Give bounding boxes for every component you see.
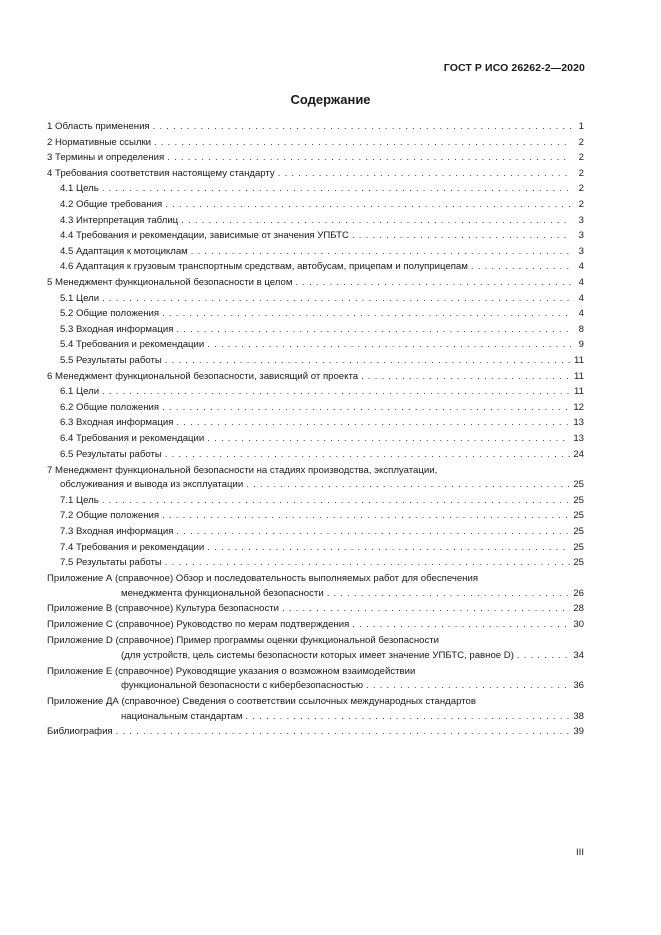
toc-entry-title: 7.2 Общие положения bbox=[60, 510, 160, 522]
toc-page-number: 24 bbox=[573, 448, 584, 460]
toc-entry-title: 6.4 Требования и рекомендации bbox=[60, 432, 205, 444]
toc-entry[interactable] bbox=[47, 275, 584, 291]
toc-entry-title: 5.3 Входная информация bbox=[60, 323, 174, 335]
toc-page-number: 36 bbox=[573, 680, 584, 692]
toc-entry-title: 4.4 Требования и рекомендации, зависимые от значения УПБТС bbox=[60, 230, 349, 242]
toc-entry-title: Приложение Е (справочное) Руководящие указания о возможном взаимодействии bbox=[47, 665, 416, 677]
toc-page-number: 8 bbox=[578, 323, 584, 335]
toc-entry-title: 6.1 Цели bbox=[60, 386, 100, 398]
toc-page-number: 4 bbox=[578, 308, 584, 320]
toc-entry-title: 6.3 Входная информация bbox=[60, 417, 174, 429]
dot-leader bbox=[327, 587, 571, 602]
toc-entry[interactable] bbox=[47, 663, 584, 694]
dot-leader bbox=[352, 618, 570, 633]
dot-leader bbox=[191, 245, 571, 260]
table-of-contents bbox=[47, 119, 584, 740]
toc-entry[interactable] bbox=[47, 213, 584, 229]
toc-entry[interactable] bbox=[47, 601, 584, 617]
document-id: ГОСТ Р ИСО 26262-2—2020 bbox=[443, 62, 585, 74]
toc-entry-title: 4.3 Интерпретация таблиц bbox=[60, 214, 179, 226]
toc-page-number: 9 bbox=[578, 339, 584, 351]
toc-entry-title: 4.1 Цель bbox=[60, 183, 99, 195]
toc-entry[interactable] bbox=[47, 259, 584, 275]
toc-entry-title-continued: менеджмента функциональной безопасности bbox=[121, 587, 324, 599]
toc-entry-title: 3 Термины и определения bbox=[47, 152, 165, 164]
dot-leader bbox=[246, 478, 570, 493]
toc-entry-title-continued: обслуживания и вывода из эксплуатации bbox=[60, 479, 244, 491]
toc-page-number: 39 bbox=[573, 726, 584, 738]
dot-leader bbox=[153, 120, 571, 135]
dot-leader bbox=[102, 292, 571, 307]
dot-leader bbox=[165, 354, 571, 369]
toc-page-number: 25 bbox=[573, 510, 584, 522]
toc-page-number: 25 bbox=[573, 494, 584, 506]
toc-page-number: 3 bbox=[578, 230, 584, 242]
toc-page-number: 11 bbox=[574, 370, 584, 382]
dot-leader bbox=[207, 432, 570, 447]
dot-leader bbox=[176, 525, 570, 540]
toc-page-number: 13 bbox=[573, 432, 584, 444]
dot-leader bbox=[352, 229, 571, 244]
toc-entry-title: 6.5 Результаты работы bbox=[60, 448, 162, 460]
dot-leader bbox=[517, 649, 570, 664]
toc-entry-title: Приложение ДА (справочное) Сведения о соответствии ссылочных международных стандартов bbox=[47, 696, 476, 708]
page-number: III bbox=[576, 847, 584, 858]
toc-entry-title: 4.5 Адаптация к мотоциклам bbox=[60, 245, 188, 257]
dot-leader bbox=[154, 136, 571, 151]
toc-entry[interactable] bbox=[47, 197, 584, 213]
dot-leader bbox=[162, 307, 571, 322]
toc-entry[interactable] bbox=[47, 228, 584, 244]
toc-entry[interactable] bbox=[47, 244, 584, 260]
toc-entry[interactable] bbox=[47, 322, 584, 338]
toc-entry-title: Приложение С (справочное) Руководство по мерам подтверждения bbox=[47, 618, 350, 630]
toc-page-number: 12 bbox=[573, 401, 584, 413]
toc-entry[interactable] bbox=[47, 306, 584, 322]
toc-entry-title: 5.5 Результаты работы bbox=[60, 355, 162, 366]
dot-leader bbox=[176, 416, 570, 431]
toc-entry-title: 5.2 Общие положения bbox=[60, 308, 160, 320]
toc-entry-title: 4 Требования соответствия настоящему стандарту bbox=[47, 167, 275, 179]
toc-page-number: 25 bbox=[573, 557, 584, 569]
toc-entry[interactable] bbox=[47, 446, 584, 462]
toc-entry[interactable] bbox=[47, 369, 584, 385]
toc-entry-title: 7.3 Входная информация bbox=[60, 525, 174, 537]
dot-leader bbox=[207, 338, 571, 353]
toc-entry-title: Приложение D (справочное) Пример программы оценки функциональной безопасности bbox=[47, 635, 440, 646]
dot-leader bbox=[361, 370, 571, 385]
dot-leader bbox=[116, 725, 571, 740]
toc-page-number: 34 bbox=[573, 649, 584, 661]
toc-entry[interactable] bbox=[47, 135, 584, 151]
toc-entry[interactable] bbox=[47, 571, 584, 602]
toc-page-number: 2 bbox=[578, 167, 584, 179]
toc-entry-title: 5.1 Цели bbox=[60, 292, 100, 304]
toc-entry-title: 4.2 Общие требования bbox=[60, 199, 163, 211]
toc-entry-title: 6.2 Общие положения bbox=[60, 401, 160, 413]
dot-leader bbox=[176, 323, 571, 338]
toc-page-number: 38 bbox=[573, 710, 584, 722]
toc-entry-title: 7.4 Требования и рекомендации bbox=[60, 541, 205, 553]
dot-leader bbox=[295, 276, 571, 291]
toc-entry-title-continued: функциональной безопасности с кибербезопасностью bbox=[121, 680, 364, 692]
toc-page-number: 11 bbox=[574, 355, 584, 366]
toc-page-number: 4 bbox=[578, 277, 584, 289]
dot-leader bbox=[207, 541, 570, 556]
toc-entry-title: 6 Менеджмент функциональной безопасности, зависящий от проекта bbox=[47, 370, 359, 382]
toc-entry[interactable] bbox=[47, 353, 584, 369]
toc-entry[interactable] bbox=[47, 415, 584, 431]
dot-leader bbox=[471, 260, 571, 275]
dot-leader bbox=[102, 494, 571, 509]
toc-entry-title: Библиография bbox=[47, 726, 113, 738]
dot-leader bbox=[102, 182, 571, 197]
toc-entry-title: 5 Менеджмент функциональной безопасности в целом bbox=[47, 277, 293, 289]
toc-entry-title-continued: национальным стандартам bbox=[121, 710, 243, 722]
dot-leader bbox=[181, 214, 571, 229]
toc-entry-title: 1 Область применения bbox=[47, 121, 150, 133]
toc-page-number: 4 bbox=[578, 292, 584, 304]
toc-page-number: 3 bbox=[578, 214, 584, 226]
toc-page-number: 3 bbox=[578, 245, 584, 257]
toc-entry[interactable] bbox=[47, 724, 584, 740]
toc-entry[interactable] bbox=[47, 493, 584, 509]
dot-leader bbox=[162, 401, 570, 416]
toc-entry[interactable] bbox=[47, 632, 584, 663]
toc-page-number: 2 bbox=[578, 199, 584, 211]
toc-entry-title: 7.1 Цель bbox=[60, 494, 99, 506]
toc-entry[interactable] bbox=[47, 166, 584, 182]
dot-leader bbox=[162, 509, 570, 524]
toc-page-number: 13 bbox=[573, 417, 584, 429]
toc-entry[interactable] bbox=[47, 150, 584, 166]
dot-leader bbox=[165, 448, 571, 463]
dot-leader bbox=[278, 167, 571, 182]
toc-entry-title: 7.5 Результаты работы bbox=[60, 557, 162, 569]
page-title: Содержание bbox=[290, 92, 371, 107]
toc-entry[interactable] bbox=[47, 291, 584, 307]
dot-leader bbox=[246, 710, 571, 725]
toc-entry[interactable] bbox=[47, 337, 584, 353]
toc-entry[interactable] bbox=[47, 462, 584, 493]
toc-page-number: 26 bbox=[573, 587, 584, 599]
toc-entry-title: 2 Нормативные ссылки bbox=[47, 136, 152, 148]
toc-entry[interactable] bbox=[47, 181, 584, 197]
toc-page-number: 1 bbox=[578, 121, 584, 133]
dot-leader bbox=[165, 198, 571, 213]
toc-page-number: 25 bbox=[573, 479, 584, 491]
dot-leader bbox=[167, 151, 571, 166]
dot-leader bbox=[165, 556, 571, 571]
dot-leader bbox=[282, 602, 570, 617]
toc-page-number: 4 bbox=[578, 261, 584, 273]
toc-entry-title: 4.6 Адаптация к грузовым транспортным средствам, автобусам, прицепам и полуприцепам bbox=[60, 261, 468, 273]
toc-page-number: 25 bbox=[573, 525, 584, 537]
toc-entry[interactable] bbox=[47, 400, 584, 416]
toc-page-number: 2 bbox=[578, 183, 584, 195]
toc-entry[interactable] bbox=[47, 508, 584, 524]
toc-entry[interactable] bbox=[47, 431, 584, 447]
toc-page-number: 2 bbox=[578, 152, 584, 164]
dot-leader bbox=[366, 679, 570, 694]
dot-leader bbox=[102, 385, 571, 400]
toc-page-number: 2 bbox=[578, 136, 584, 148]
toc-page-number: 28 bbox=[573, 603, 584, 615]
toc-page-number: 25 bbox=[573, 541, 584, 553]
toc-entry[interactable] bbox=[47, 119, 584, 135]
toc-entry-title: 5.4 Требования и рекомендации bbox=[60, 339, 205, 351]
toc-entry[interactable] bbox=[47, 617, 584, 633]
toc-entry[interactable] bbox=[47, 539, 584, 555]
toc-entry-title: Приложение В (справочное) Культура безопасности bbox=[47, 603, 279, 615]
toc-entry-title: 7 Менеджмент функциональной безопасности на стадиях производства, эксплуатации, bbox=[47, 464, 438, 476]
toc-entry[interactable] bbox=[47, 694, 584, 725]
toc-entry-title-continued: (для устройств, цель системы безопасности которых имеет значение УПБТС, равное D) bbox=[121, 649, 514, 661]
toc-entry[interactable] bbox=[47, 384, 584, 400]
toc-page-number: 11 bbox=[574, 386, 584, 398]
toc-entry-title: Приложение А (справочное) Обзор и последовательность выполняемых работ для обеспечения bbox=[47, 573, 479, 585]
toc-entry[interactable] bbox=[47, 555, 584, 571]
toc-entry[interactable] bbox=[47, 524, 584, 540]
toc-page-number: 30 bbox=[573, 618, 584, 630]
